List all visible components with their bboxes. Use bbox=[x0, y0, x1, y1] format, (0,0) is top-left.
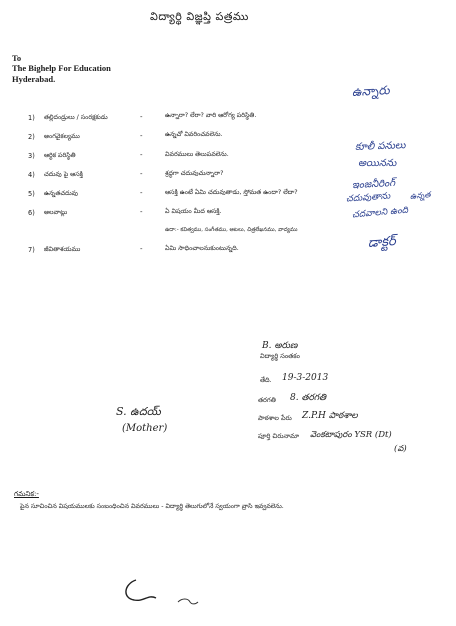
item-label: జీవితాశయము bbox=[44, 246, 81, 253]
item-answer-prompt: వివరములు తెలుపవలెను. bbox=[165, 151, 229, 158]
item-answer-prompt: ఉన్నచో వివరించవలెను. bbox=[165, 131, 223, 138]
address-value-line1: వెంకటాపురం YSR (Dt) bbox=[310, 430, 392, 440]
item-dash: - bbox=[140, 132, 143, 140]
address-organization: The Bighelp For Education bbox=[12, 63, 111, 73]
item-label: అలవాట్లు bbox=[44, 209, 68, 216]
item-number: 1) bbox=[28, 114, 35, 122]
handwritten-answer-5-line2: చదువుతాను bbox=[345, 191, 391, 205]
student-name: B. అరుణ bbox=[262, 341, 298, 351]
address-to: To bbox=[12, 53, 22, 63]
address-city: Hyderabad. bbox=[12, 74, 56, 84]
handwritten-answer-5-line4: చదవాలని ఉంది bbox=[351, 205, 409, 221]
item-dash: - bbox=[140, 113, 143, 121]
item-dash: - bbox=[140, 208, 143, 216]
item-answer-prompt: ఏ విషయం మీద ఆసక్తి. bbox=[165, 208, 222, 215]
parent-role: (Mother) bbox=[122, 423, 168, 434]
item-answer-prompt: ఉన్నారా? లేరా? వారి ఆరోగ్య పరిస్థితి. bbox=[165, 112, 257, 119]
item-number: 4) bbox=[28, 171, 35, 179]
date-label: తేది. bbox=[260, 376, 272, 384]
school-value: Z.P.H పాఠశాల bbox=[302, 411, 358, 421]
handwritten-answer-5-line3: ఉన్నత bbox=[409, 190, 431, 201]
item-dash: - bbox=[140, 151, 143, 159]
handwritten-answer-7: డాక్టర్ bbox=[367, 234, 397, 251]
item-dash: - bbox=[140, 245, 143, 253]
item-label: చదువు పై ఆసక్తి bbox=[44, 171, 83, 178]
item-number: 6) bbox=[28, 209, 35, 217]
address-label: పూర్తి చిరునామా bbox=[258, 432, 300, 440]
item-label: తల్లిదండ్రులు / సంరక్షకుడు bbox=[44, 114, 108, 121]
student-signature-label: విద్యార్థి సంతకం bbox=[260, 352, 300, 360]
item-answer-prompt: ఏమి సాధించాలనుకుంటున్నది. bbox=[165, 245, 239, 252]
class-label: తరగతి bbox=[258, 396, 276, 404]
item-answer-prompt: శ్రద్ధగా చదువుచున్నారా? bbox=[165, 170, 224, 177]
item-number: 7) bbox=[28, 246, 35, 254]
class-value: 8. తరగతి bbox=[290, 393, 327, 403]
handwritten-answer-5-line1: ఇంజనీరింగ్ bbox=[351, 177, 396, 192]
scribbled-signature bbox=[118, 572, 208, 612]
handwritten-answer-3-line1: కూలీ పనులు bbox=[354, 140, 406, 153]
date-value: 19-3-2013 bbox=[282, 373, 329, 383]
item-label: ఉన్నతచదువు bbox=[44, 190, 78, 197]
school-label: పాఠశాల పేరు bbox=[258, 414, 292, 422]
note-label: గమనిక:- bbox=[14, 490, 39, 498]
handwritten-answer-3-line2: అయినను bbox=[358, 158, 397, 169]
item-dash: - bbox=[140, 189, 143, 197]
item-number: 3) bbox=[28, 152, 35, 160]
item-answer-prompt: ఆసక్తి ఉంటే ఏమి చదువుతాడు, స్తోమత ఉందా? లేదా? bbox=[165, 189, 298, 196]
item-number: 2) bbox=[28, 133, 35, 141]
item-label: ఆర్థిక పరిస్థితి bbox=[44, 152, 76, 159]
document-title: విద్యార్థి విజ్ఞప్తి పత్రము bbox=[150, 10, 249, 23]
item-answer-example: ఉదా:- కవిత్వము, సంగీతము, ఆటలు, చిత్రలేఖనము, వాద్యము bbox=[165, 227, 298, 233]
address-value-line2: (వ) bbox=[394, 444, 407, 454]
parent-signature: S. ఉదయ్ bbox=[116, 405, 161, 418]
note-text: పైన సూచించిన విషయములకు సంబంధించిన వివరములు - విద్యార్థి తెలుగులోనే స్వయంగా వ్రాసి ఇవ్వవలెను. bbox=[20, 503, 284, 510]
item-label: అంగవైకల్యము bbox=[44, 133, 80, 140]
handwritten-answer-1: ఉన్నారు bbox=[351, 83, 390, 99]
item-dash: - bbox=[140, 170, 143, 178]
item-number: 5) bbox=[28, 190, 35, 198]
